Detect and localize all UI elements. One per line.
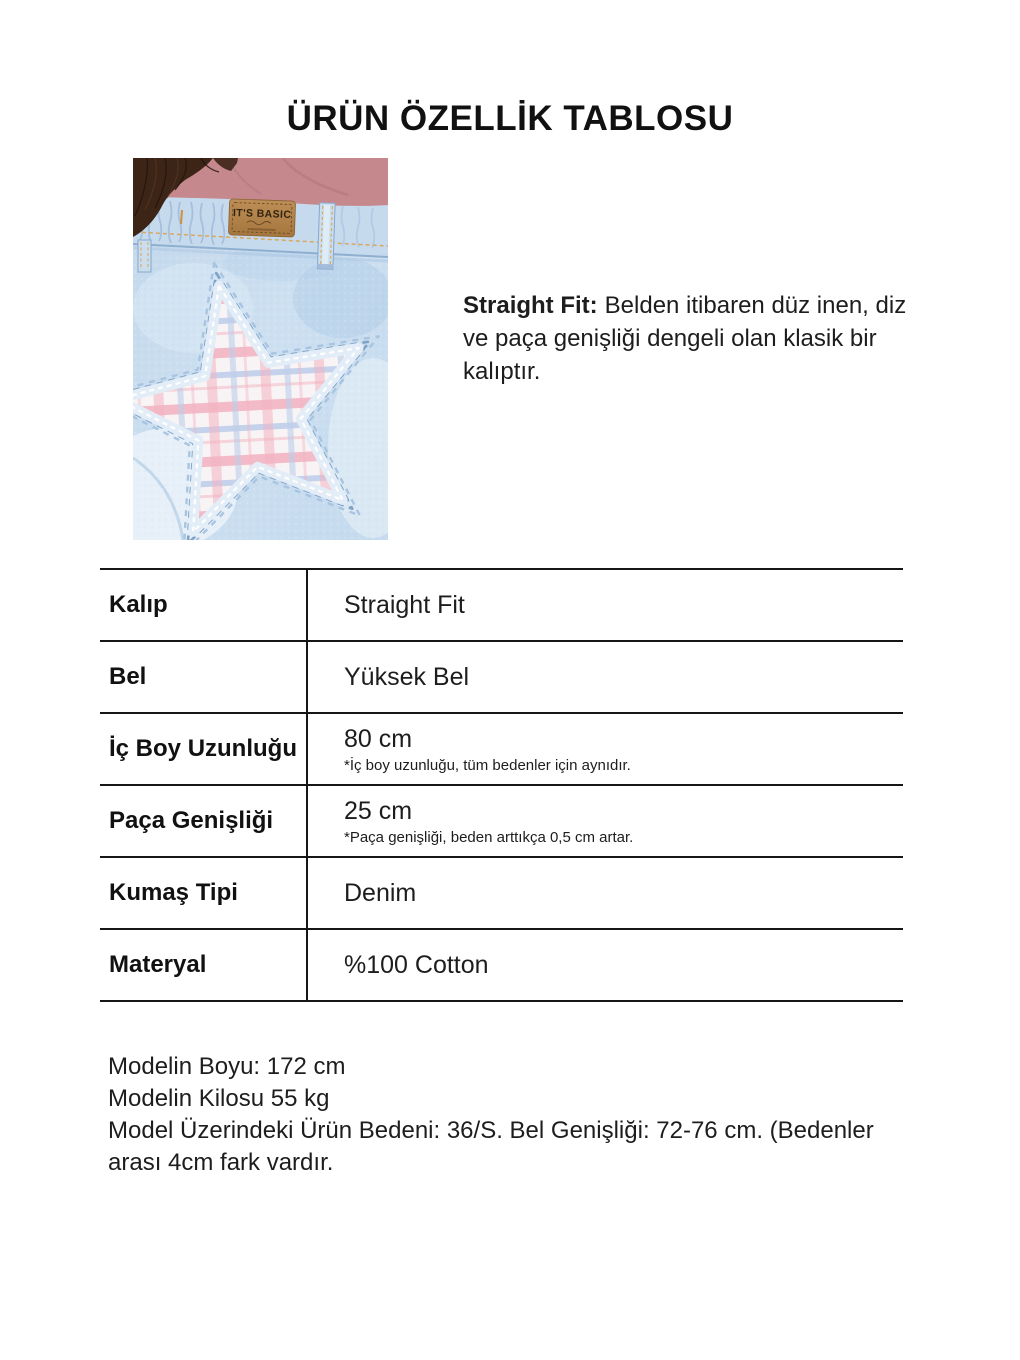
spec-note: *İç boy uzunluğu, tüm bedenler için aynıdır. bbox=[344, 756, 631, 774]
belt-loop-right bbox=[317, 203, 336, 270]
spec-label: Kalıp bbox=[100, 570, 308, 640]
spec-value: %100 Cotton bbox=[344, 950, 489, 979]
fit-description bbox=[463, 289, 925, 388]
spec-table bbox=[100, 568, 903, 1002]
spec-value-cell bbox=[308, 786, 903, 856]
fit-description-body: Belden itibaren düz inen, diz ve paça genişliği dengeli olan klasik bir kalıptır. bbox=[463, 292, 907, 385]
spec-label: Materyal bbox=[100, 930, 308, 1000]
brand-label bbox=[228, 199, 295, 237]
jeans-photo-illustration bbox=[133, 158, 388, 540]
spec-row-ic-boy bbox=[100, 714, 903, 786]
model-info bbox=[108, 1051, 908, 1179]
spec-row-materyal bbox=[100, 930, 903, 1002]
spec-note: *Paça genişliği, beden arttıkça 0,5 cm artar. bbox=[344, 828, 634, 846]
model-info-line: Modelin Boyu: 172 cm bbox=[108, 1053, 346, 1080]
spec-value-cell bbox=[308, 858, 903, 928]
spec-label: Paça Genişliği bbox=[100, 786, 308, 856]
spec-label: İç Boy Uzunluğu bbox=[100, 714, 308, 784]
model-info-line: Model Üzerindeki Ürün Bedeni: 36/S. Bel Genişliği: 72-76 cm. (Bedenler arası 4cm fark vardır. bbox=[108, 1117, 874, 1176]
belt-loop-left bbox=[138, 240, 151, 272]
spec-row-paca bbox=[100, 786, 903, 858]
spec-row-bel bbox=[100, 642, 903, 714]
fit-description-lead: Straight Fit: bbox=[463, 292, 598, 319]
spec-row-kalip bbox=[100, 570, 903, 642]
spec-label: Bel bbox=[100, 642, 308, 712]
brand-label-text: IT'S BASIC bbox=[232, 206, 292, 222]
spec-value: 80 cm bbox=[344, 724, 413, 753]
spec-row-kumas bbox=[100, 858, 903, 930]
spec-value-cell bbox=[308, 642, 903, 712]
waistband-bartack-stitch bbox=[181, 210, 182, 224]
product-photo bbox=[133, 158, 388, 540]
page-title: ÜRÜN ÖZELLİK TABLOSU bbox=[286, 99, 734, 138]
spec-value: Denim bbox=[344, 878, 417, 907]
spec-value-cell bbox=[308, 570, 903, 640]
spec-value: 25 cm bbox=[344, 796, 413, 825]
model-info-line: Modelin Kilosu 55 kg bbox=[108, 1085, 330, 1112]
spec-label: Kumaş Tipi bbox=[100, 858, 308, 928]
spec-value-cell bbox=[308, 930, 903, 1000]
spec-value: Straight Fit bbox=[344, 590, 465, 619]
spec-value: Yüksek Bel bbox=[344, 662, 470, 691]
spec-value-cell bbox=[308, 714, 903, 784]
